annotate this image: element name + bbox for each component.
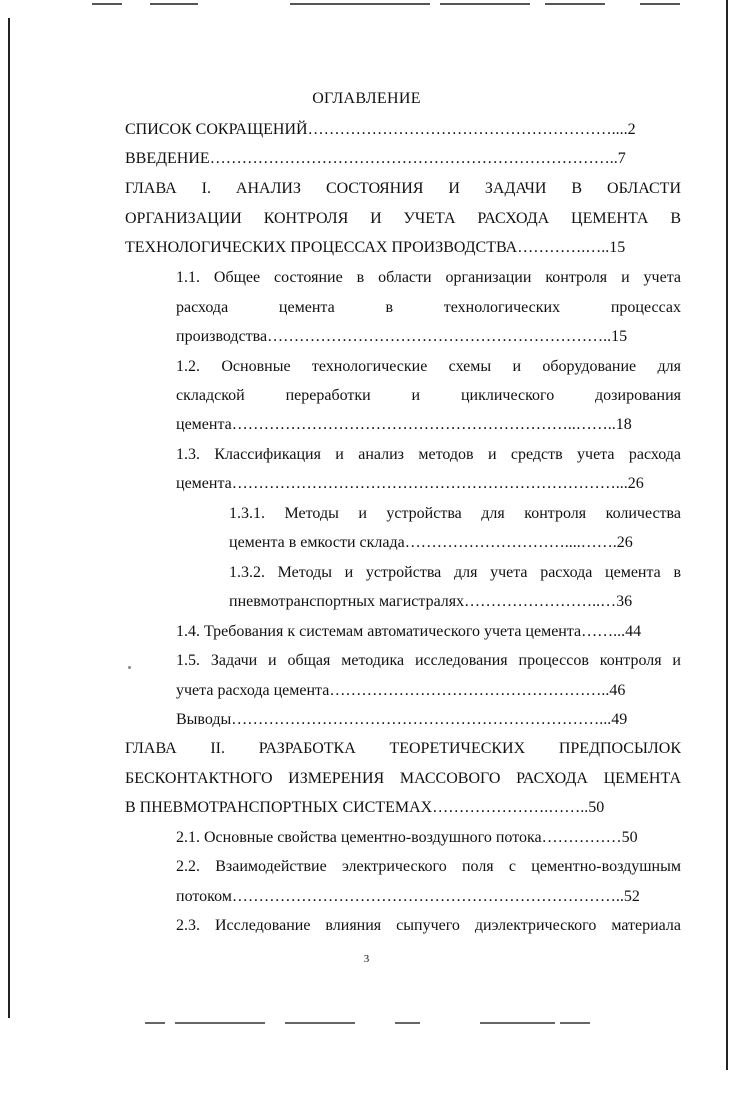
toc-entry-1-3-2-line-2: пневмотранспортных магистралях……………………..…36 bbox=[229, 593, 633, 610]
toc-entry-1-1-line-2: расхода цемента в технологических процессах bbox=[176, 299, 681, 316]
toc-entry-1-3-2-line-1: 1.3.2. Методы и устройства для учета расхода цемента в bbox=[229, 564, 681, 581]
toc-entry-1-2-line-2: складской переработки и циклического дозирования bbox=[176, 387, 681, 404]
toc-entry-chapter-2-line-3: В ПНЕВМОТРАНСПОРТНЫХ СИСТЕМАХ………………….……..50 bbox=[125, 799, 605, 816]
toc-entry-chapter-1-line-1: ГЛАВА I. АНАЛИЗ СОСТОЯНИЯ И ЗАДАЧИ В ОБЛАСТИ bbox=[125, 180, 681, 197]
toc-entry-1-5-line-1: 1.5. Задачи и общая методика исследования процессов контроля и bbox=[176, 652, 681, 669]
toc-entry-abbreviations: СПИСОК СОКРАЩЕНИЙ…………………………………………………....2 bbox=[125, 121, 636, 138]
toc-entry-conclusions: Выводы……………………………………………………………...49 bbox=[176, 711, 628, 728]
toc-entry-1-3-line-2: цемента………………………………………………………………...26 bbox=[176, 475, 644, 492]
toc-entry-1-2-line-3: цемента………………………………………………………..……..18 bbox=[176, 416, 632, 433]
toc-entry-chapter-1-line-3: ТЕХНОЛОГИЧЕСКИХ ПРОЦЕССАХ ПРОИЗВОДСТВА………….…..15 bbox=[125, 239, 626, 256]
toc-entry-chapter-2-line-2: БЕСКОНТАКТНОГО ИЗМЕРЕНИЯ МАССОВОГО РАСХОДА ЦЕМЕНТА bbox=[125, 770, 681, 787]
toc-entry-1-5-line-2: учета расхода цемента……………………………………………..46 bbox=[176, 682, 626, 699]
toc-entry-1-4: 1.4. Требования к системам автоматического учета цемента……...44 bbox=[176, 623, 642, 640]
toc-entry-2-1: 2.1. Основные свойства цементно-воздушного потока……………50 bbox=[176, 829, 638, 846]
toc-title: ОГЛАВЛЕНИЕ bbox=[312, 90, 421, 107]
toc-entry-introduction: ВВЕДЕНИЕ…………………………………………………………………..7 bbox=[125, 150, 626, 167]
page-number: 3 bbox=[363, 953, 370, 965]
toc-entry-1-1-line-3: производства………………………………………………………..15 bbox=[176, 328, 628, 345]
toc-entry-chapter-2-line-1: ГЛАВА II. РАЗРАБОТКА ТЕОРЕТИЧЕСКИХ ПРЕДПОСЫЛОК bbox=[125, 740, 681, 757]
toc-entry-2-2-line-1: 2.2. Взаимодействие электрического поля с цементно-воздушным bbox=[176, 858, 681, 875]
toc-entry-2-2-line-2: потоком………………………………………………………………..52 bbox=[176, 888, 640, 905]
toc-entry-2-3-line-1: 2.3. Исследование влияния сыпучего диэлектрического материала bbox=[176, 917, 681, 934]
scan-bottom-edge bbox=[0, 1022, 733, 1028]
toc-entry-1-3-1-line-2: цемента в емкости склада…………………………....…….26 bbox=[229, 534, 633, 551]
scan-left-edge bbox=[8, 18, 10, 1018]
toc-entry-1-3-line-1: 1.3. Классификация и анализ методов и средств учета расхода bbox=[176, 446, 681, 463]
toc-entry-1-1-line-1: 1.1. Общее состояние в области организации контроля и учета bbox=[176, 269, 681, 286]
scan-top-edge bbox=[0, 0, 733, 10]
scan-speck bbox=[128, 666, 131, 669]
toc-entry-1-3-1-line-1: 1.3.1. Методы и устройства для контроля количества bbox=[229, 505, 681, 522]
toc-entry-chapter-1-line-2: ОРГАНИЗАЦИИ КОНТРОЛЯ И УЧЕТА РАСХОДА ЦЕМЕНТА В bbox=[125, 210, 681, 227]
scan-right-edge bbox=[726, 0, 728, 1070]
toc-entry-1-2-line-1: 1.2. Основные технологические схемы и оборудование для bbox=[176, 358, 681, 375]
